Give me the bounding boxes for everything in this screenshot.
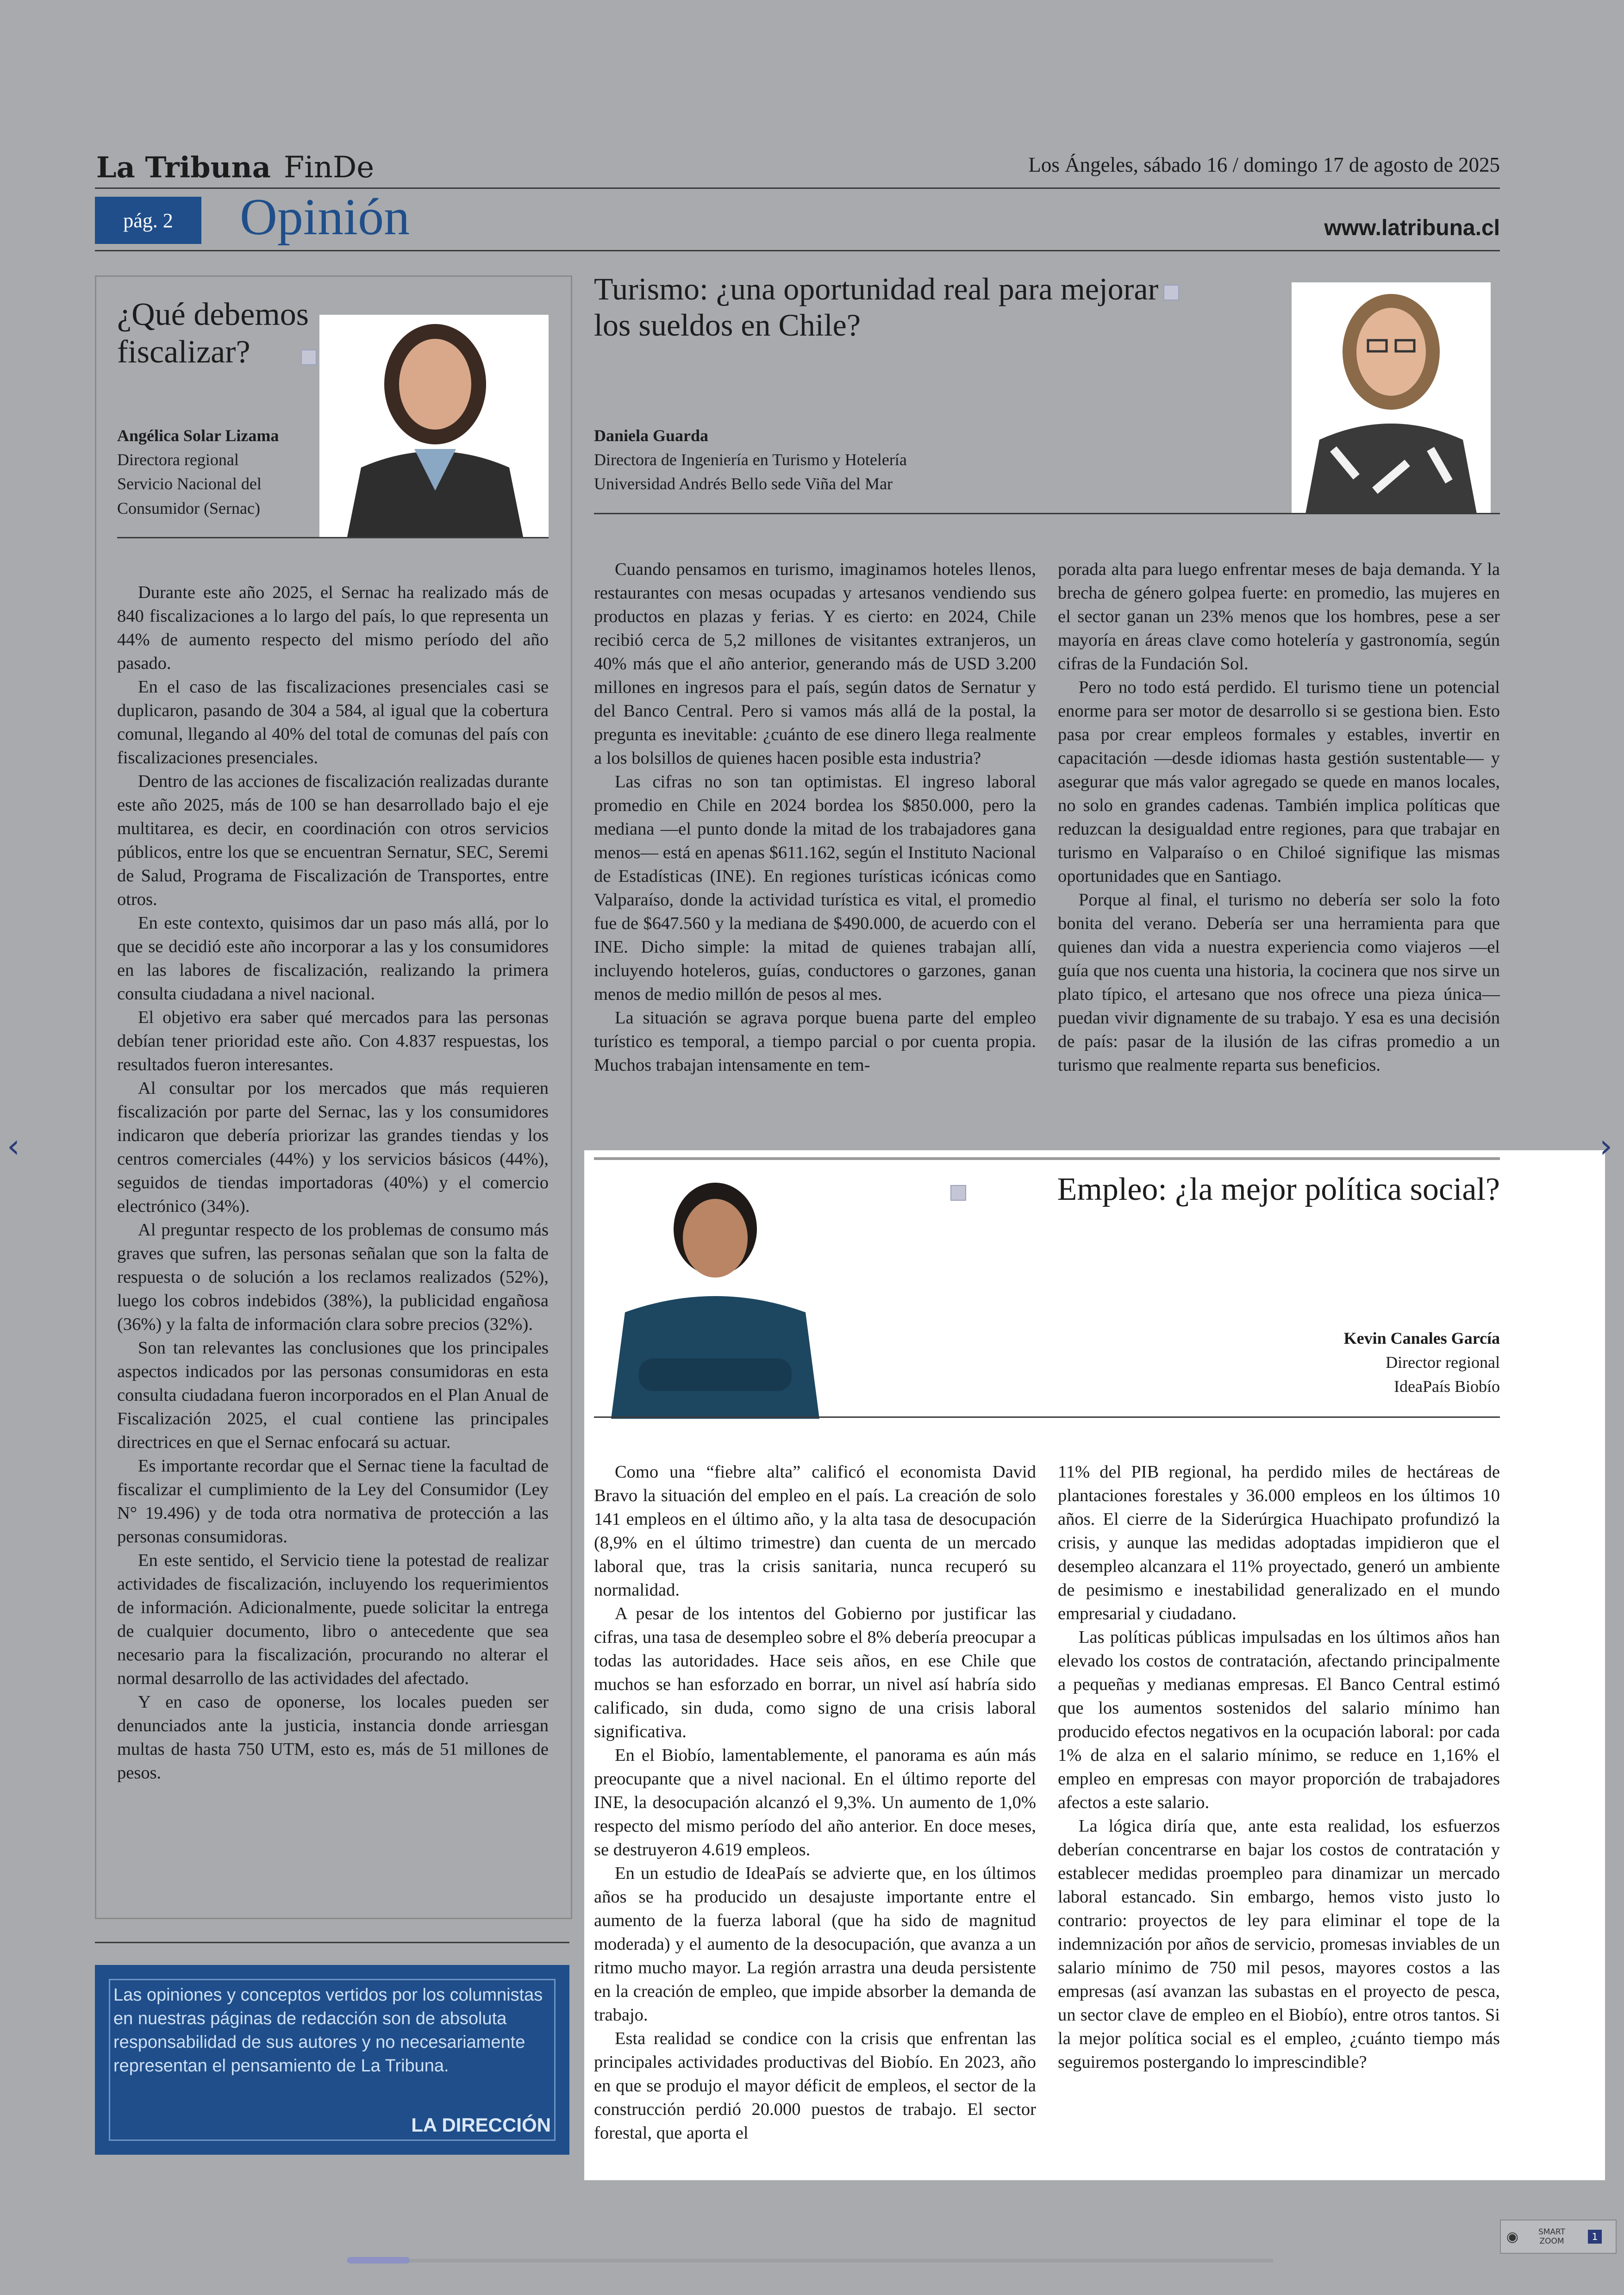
paragraph: Al preguntar respecto de los problemas de consumo más graves que sufren, las personas señalan que son la falta de respuesta o de solución a los reclamos realizados (52%), luego los cobros indebidos (38%), la publicidad engañosa (36%) y la falta de información clara sobre precios (32%). — [117, 1220, 549, 1334]
supplement-name: FinDe — [283, 150, 375, 185]
smart-zoom-control[interactable] — [1500, 2220, 1617, 2254]
article-empleo-title: Empleo: ¿la mejor política social? — [1057, 1172, 1500, 1207]
article-sernac-body — [117, 581, 549, 1785]
paragraph: 11% del PIB regional, ha perdido miles de hectáreas de plantaciones forestales y 36.000 empleos en los últimos 10 años. El cierre de la Siderúrgica Huachipato profundizó la crisis, y aunque las medidas adoptadas impidieron que el desempleo alcanzara el 11% proyectado, generó un ambiente de pesimismo e inestabilidad generalizado en el mundo empresarial y ciudadano. — [1058, 1462, 1500, 1623]
author-role: Directora regional — [117, 450, 239, 469]
article-turismo-col1 — [594, 558, 1036, 1077]
paragraph: A pesar de los intentos del Gobierno por justificar las cifras, una tasa de desempleo sobre el 8% debería preocupar a todas las autoridades. Hace seis años, en ese Chile que muchos se han esforzado en borrar, un nivel así habría sido calificado, sin duda, como signo de una crisis laboral significativa. — [594, 1604, 1036, 1741]
byline-rule — [594, 513, 1500, 514]
paragraph: Cuando pensamos en turismo, imaginamos hoteles llenos, restaurantes con mesas ocupadas y artesanos vendiendo sus productos en plazas y ferias. Y es cierto: en 2024, Chile recibió cerca de 5,2 millones de visitantes extranjeros, un 40% más que el año anterior, generando más de USD 3.200 millones en ingresos para el país, según datos de Sernatur y del Banco Central. Pero si vamos más allá de la postal, la pregunta es inevitable: ¿cuánto de ese dinero llega realmente a los bolsillos de quienes hacen posible esta industria? — [594, 560, 1036, 768]
byline-rule — [117, 537, 549, 538]
paragraph: Al consultar por los mercados que más requieren fiscalización por parte del Sernac, las y los consumidores indicaron que debería priorizar las grandes tiendas y los centros comerciales (44%) y los servicios básicos (44%), seguidos de tiendas importadoras (40%) y el comercio electrónico (34%). — [117, 1079, 549, 1216]
next-page-button[interactable]: › — [1599, 1127, 1612, 1165]
page-scrollbar-thumb[interactable] — [347, 2257, 410, 2264]
article-empleo-byline — [1204, 1326, 1500, 1399]
paragraph: Esta realidad se condice con la crisis que enfrentan las principales actividades productivas del Biobío. En 2023, año en que se produjo el mayor déficit de empleos, el sector de la construcción perdió 20.000 puestos de trabajo. El sector forestal, que aporta el — [594, 2029, 1036, 2143]
byline-rule — [594, 1416, 1500, 1418]
paragraph: Son tan relevantes las conclusiones que los principales aspectos indicados por las personas consumidoras en esta consulta ciudadana fueron incorporados en el Plan Anual de Fiscalización 2025, el cual contiene las principales directrices en que el Sernac enfocará su actuar. — [117, 1338, 549, 1452]
paragraph: Las políticas públicas impulsadas en los últimos años han elevado los costos de contratación, afectando principalmente a pequeñas y medianas empresas. El Banco Central estimó que los aumentos sostenidos del salario mínimo han producido efectos negativos en la ocupación laboral: por cada 1% de alza en el salario mínimo, se reduce en 1,16% el empleo en empresas con mayor proporción de trabajadores afectos a este salario. — [1058, 1628, 1500, 1812]
paragraph: Las cifras no son tan optimistas. El ingreso laboral promedio en Chile en 2024 bordea los $850.000, pero la mediana —el punto donde la mitad de los trabajadores gana menos— está en apenas $611.162, según el Instituto Nacional de Estadísticas (INE). En regiones turísticas icónicas como Valparaíso, donde la actividad turística es vital, el promedio fue de $647.560 y la mediana de $490.000, de acuerdo con el INE. Dicho simple: la mitad de quienes trabajan allí, incluyendo hoteleros, guías, conductores o garzones, ganan menos de medio millón de pesos al mes. — [594, 772, 1036, 1004]
audio-icon[interactable] — [301, 349, 317, 365]
dateline: Los Ángeles, sábado 16 / domingo 17 de agosto de 2025 — [1028, 153, 1500, 176]
audio-icon[interactable] — [950, 1185, 966, 1201]
smart-zoom-label — [1524, 2227, 1580, 2246]
page-scrollbar[interactable] — [347, 2259, 1273, 2263]
paragraph: Dentro de las acciones de fiscalización realizadas durante este año 2025, más de 100 se han desarrollado bajo el eje multitarea, es decir, en coordinación con otros servicios públicos, entre los que se encuentran Sernatur, SEC, Seremi de Salud, Programa de Fiscalización de Transportes, entre otros. — [117, 772, 549, 909]
author-role: Consumidor (Sernac) — [117, 499, 260, 518]
prev-page-button[interactable]: ‹ — [7, 1127, 20, 1165]
author-role: IdeaPaís Biobío — [1394, 1377, 1500, 1396]
paragraph: En el Biobío, lamentablemente, el panorama es aún más preocupante que a nivel nacional. En el último reporte del INE, la desocupación alcanzó el 9,3%. Un aumento de 1,0% respecto del mismo período del año anterior. En doce meses, se destruyeron 4.619 empleos. — [594, 1746, 1036, 1859]
article-sernac-title: ¿Qué debemos fiscalizar? — [117, 297, 309, 370]
author-photo-canales — [602, 1173, 829, 1419]
brand-name: La Tribuna — [96, 150, 271, 184]
smart-zoom-label-line: SMART — [1538, 2227, 1566, 2237]
paragraph: Porque al final, el turismo no debería ser solo la foto bonita del verano. Debería ser una herramienta para que quienes dan vida a nuestra experiencia como viajeros —el guía que nos cuenta una historia, la cocinera que nos sirve un plato típico, el artesano que nos ofrece una pieza única— puedan vivir dignamente de su trabajo. Y esa es una decisión de país: pasar de la ilusión de las cifras promedio a un turismo que realmente reparta sus beneficios. — [1058, 890, 1500, 1075]
article-turismo-byline — [594, 424, 1196, 496]
smart-zoom-label-line: ZOOM — [1539, 2237, 1564, 2246]
disclaimer-box — [95, 1965, 569, 2155]
author-name: Kevin Canales García — [1343, 1329, 1500, 1347]
author-name: Angélica Solar Lizama — [117, 426, 279, 445]
article-sernac-byline — [117, 424, 325, 520]
disclaimer-text: Las opiniones y conceptos vertidos por los columnistas en nuestras páginas de redacción son de absoluta responsabilidad de sus autores y no necesariamente representan el pensamiento de La Tribuna. — [113, 1985, 543, 2076]
paragraph: En este contexto, quisimos dar un paso más allá, por lo que se decidió este año incorporar a las y los consumidores en las labores de fiscalización, realizando la primera consulta ciudadana a nivel nacional. — [117, 913, 549, 1004]
author-name: Daniela Guarda — [594, 426, 709, 445]
author-role: Director regional — [1386, 1353, 1500, 1372]
article-top-rule — [594, 1157, 1500, 1160]
section-rule — [95, 250, 1500, 251]
author-role: Universidad Andrés Bello sede Viña del Mar — [594, 474, 893, 493]
paragraph: En este sentido, el Servicio tiene la potestad de realizar actividades de fiscalización, incluyendo los requerimientos de información. Adicionalmente, puede solicitar la entrega de cualquier documento, libro o antecedente que sea necesario para la fiscalización, procurando no alterar el normal desarrollo de las actividades del afectado. — [117, 1551, 549, 1688]
paragraph: La situación se agrava porque buena parte del empleo turístico es temporal, a tiempo parcial o por cuenta propia. Muchos trabajan intensamente en tem- — [594, 1008, 1036, 1075]
article-empleo-col2 — [1058, 1460, 1500, 2074]
article-empleo-col1 — [594, 1460, 1036, 2145]
author-role: Directora de Ingeniería en Turismo y Hotelería — [594, 450, 907, 469]
paragraph: Pero no todo está perdido. El turismo tiene un potencial enorme para ser motor de desarrollo si se gestiona bien. Esto pasa por crear empleos formales y estables, invertir en capacitación —desde idiomas hasta gestión sustentable— y asegurar que más valor agregado se quede en manos locales, no solo en grandes cadenas. También implica políticas que reduzcan la desigualdad entre regiones, para que trabajar en turismo en Valparaíso o en Chiloé signifique las mismas oportunidades que en Santiago. — [1058, 678, 1500, 886]
section-title: Opinión — [240, 188, 410, 246]
paragraph: En un estudio de IdeaPaís se advierte que, en los últimos años se ha producido un desajuste importante entre el aumento de la fuerza laboral (que ha sido de magnitud moderada) y el aumento de la desocupación, que avanza a un ritmo mucho mayor. La región arrastra una deuda persistente en la creación de empleo, que impide absorber la demanda de trabajo. — [594, 1864, 1036, 2025]
author-photo-guarda — [1292, 282, 1491, 514]
paragraph: El objetivo era saber qué mercados para las personas debían tener prioridad este año. Con 4.837 respuestas, los resultados fueron interesantes. — [117, 1008, 549, 1074]
author-photo-solar — [319, 315, 549, 537]
portrait-illustration-icon — [319, 315, 549, 537]
author-role: Servicio Nacional del — [117, 474, 262, 493]
paragraph: porada alta para luego enfrentar meses de baja demanda. Y la brecha de género golpea fuerte: en promedio, las mujeres en el sector ganan un 23% menos que los hombres, pese a ser mayoría en áreas clave como hotelería y gastronomía, según cifras de la Fundación Sol. — [1058, 560, 1500, 674]
article-turismo-col2 — [1058, 558, 1500, 1077]
portrait-illustration-icon — [602, 1173, 829, 1419]
page-number-badge: pág. 2 — [95, 197, 201, 244]
article-turismo-title: Turismo: ¿una oportunidad real para mejorar los sueldos en Chile? — [594, 271, 1159, 343]
paragraph: La lógica diría que, ante esta realidad, los esfuerzos deberían concentrarse en bajar los costos de contratación y establecer medidas proempleo para dinamizar un mercado laboral estancado. Sin embargo, hemos visto justo lo contrario: proyectos de ley para eliminar el tope de la indemnización por años de servicio, promesas inviables de un salario mínimo de 750 mil pesos, mayores costos a las empresas (así avanzan las subastas en el proyecto de pesca, un sector clave de empleo en el Biobío), entre otros tantos. Si la mejor política social es el empleo, ¿cuánto tiempo más seguiremos postergando lo imprescindible? — [1058, 1816, 1500, 2072]
paragraph: Es importante recordar que el Sernac tiene la facultad de fiscalizar el cumplimiento de la Ley del Consumidor (Ley N° 19.496) y de toda otra normativa de protección a las personas consumidoras. — [117, 1456, 549, 1547]
audio-icon[interactable] — [1163, 285, 1179, 300]
paragraph: En el caso de las fiscalizaciones presenciales casi se duplicaron, pasando de 304 a 584, al igual que la cobertura comunal, llegando al 40% del total de comunas del país con fiscalizaciones presenciales. — [117, 677, 549, 767]
brand-logo — [96, 150, 374, 185]
eye-icon: ◉ — [1506, 2228, 1519, 2245]
page-count-badge: 1 — [1588, 2230, 1602, 2244]
paragraph: Durante este año 2025, el Sernac ha realizado más de 840 fiscalizaciones a lo largo del país, lo que representa un 44% de aumento respecto del mismo período del año pasado. — [117, 583, 549, 673]
portrait-illustration-icon — [1292, 282, 1491, 514]
website-link[interactable]: www.latribuna.cl — [1324, 216, 1500, 240]
paragraph: Como una “fiebre alta” calificó el economista David Bravo la situación del empleo en el país. La creación de solo 141 empleos en el último año, y la alta tasa de desocupación (8,9% en el último trimestre) dan cuenta de un mercado laboral que, tras la crisis sanitaria, nunca recuperó su normalidad. — [594, 1462, 1036, 1600]
paragraph: Y en caso de oponerse, los locales pueden ser denunciados ante la justicia, instancia donde arriesgan multas de hasta 750 UTM, esto es, más de 51 millones de pesos. — [117, 1692, 549, 1783]
column-rule — [95, 1942, 569, 1943]
disclaimer-signature: LA DIRECCIÓN — [411, 2114, 551, 2136]
